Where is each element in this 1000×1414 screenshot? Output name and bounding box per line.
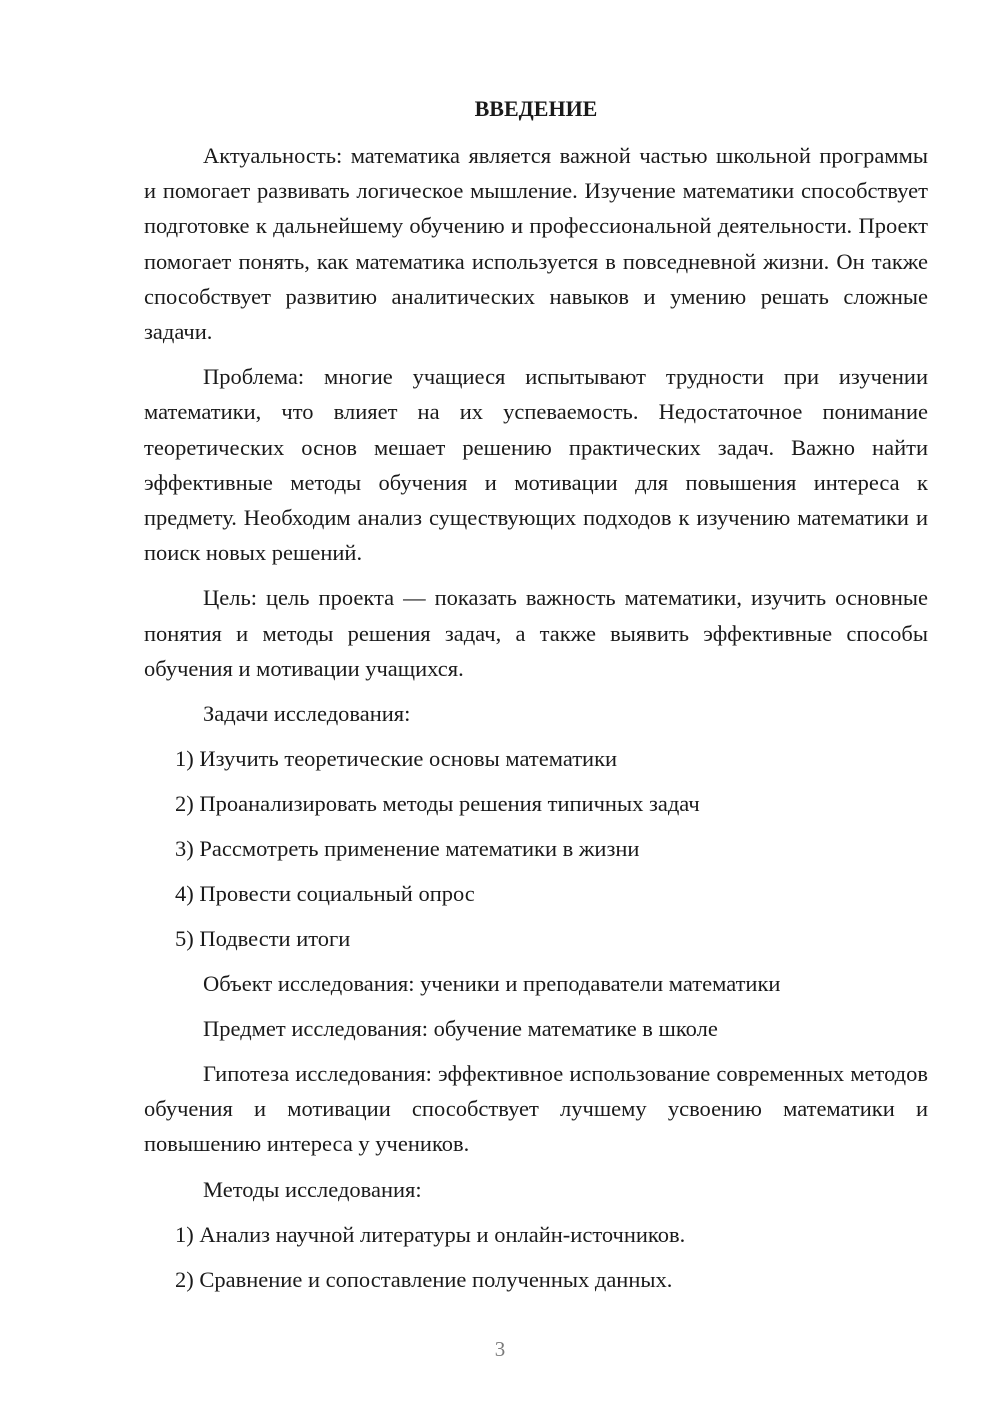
page-number: 3 xyxy=(494,1337,506,1361)
method-item-1: 1) Анализ научной литературы и онлайн-источников. xyxy=(175,1221,686,1247)
research-subject: Предмет исследования: обучение математике в школе xyxy=(203,1016,718,1042)
relevance-paragraph: Актуальность: математика является важной частью школьной программы и помогает развивать логическое мышление. Изучение математики способствует подготовке к дальнейшему обучению и профессиональной деятельности. Проект помогает понять, как математика используется в повседневной жизни. Он также способствует развитию аналитических навыков и умению решать сложные задачи. xyxy=(144,143,928,345)
goal-paragraph: Цель: цель проекта — показать важность математики, изучить основные понятия и методы решения задач, а также выявить эффективные способы обучения и мотивации учащихся. xyxy=(144,585,928,681)
methods-heading: Методы исследования: xyxy=(203,1176,422,1202)
research-object: Объект исследования: ученики и преподаватели математики xyxy=(203,971,781,997)
task-item-5: 5) Подвести итоги xyxy=(175,926,351,952)
problem-paragraph: Проблема: многие учащиеся испытывают трудности при изучении математики, что влияет на их успеваемость. Недостаточное понимание теоретических основ мешает решению практических задач. Важно найти эффективные методы обучения и мотивации для повышения интереса к предмету. Необходим анализ существующих подходов к изучению математики и поиск новых решений. xyxy=(144,364,928,566)
task-item-4: 4) Провести социальный опрос xyxy=(175,881,475,907)
hypothesis-paragraph: Гипотеза исследования: эффективное использование современных методов обучения и мотивации способствует лучшему усвоению математики и повышению интереса у учеников. xyxy=(144,1061,928,1157)
task-item-2: 2) Проанализировать методы решения типичных задач xyxy=(175,791,700,817)
method-item-2: 2) Сравнение и сопоставление полученных данных. xyxy=(175,1266,673,1292)
task-item-1: 1) Изучить теоретические основы математики xyxy=(175,746,618,772)
page-title: ВВЕДЕНИЕ xyxy=(474,96,598,121)
document-page xyxy=(144,92,928,1307)
task-item-3: 3) Рассмотреть применение математики в жизни xyxy=(175,836,640,862)
tasks-heading: Задачи исследования: xyxy=(203,701,411,727)
